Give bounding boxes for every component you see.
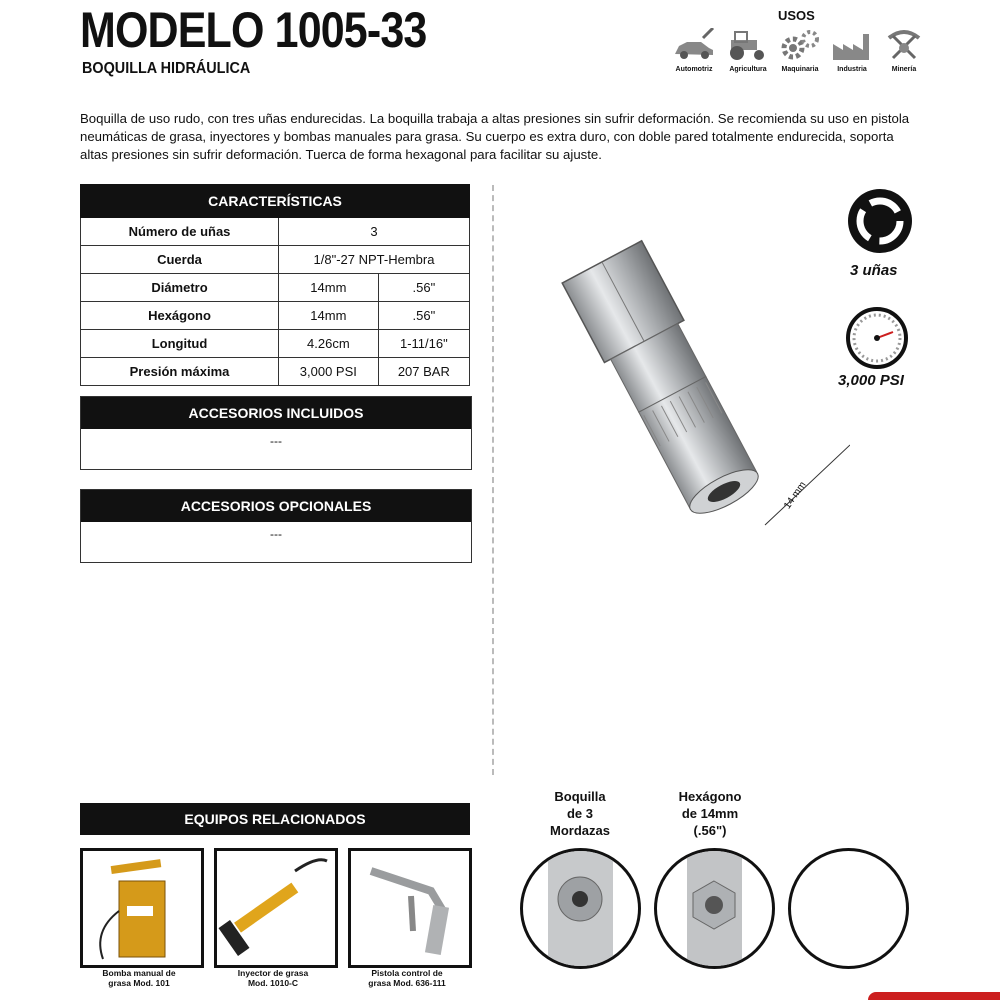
spec-value: 1/8"-27 NPT-Hembra bbox=[279, 246, 470, 274]
car-icon bbox=[671, 28, 717, 62]
uso-label: Automotriz bbox=[675, 66, 713, 73]
spec-metric: 14mm bbox=[279, 302, 379, 330]
related-equipment-title: EQUIPOS RELACIONADOS bbox=[80, 803, 470, 835]
box-value: --- bbox=[270, 434, 282, 448]
related-item-pump[interactable] bbox=[80, 848, 204, 968]
page-subtitle: BOQUILLA HIDRÁULICA bbox=[82, 60, 251, 77]
product-description: Boquilla de uso rudo, con tres uñas endurecidas. La boquilla trabaja a altas presiones sin sufrir deformación. Se recomienda su uso en pistola neumáticas de grasa, inyectores y bombas manuales para grasa. Su cuerpo es extra duro, con doble pared totalmente endurecida, soporta altas presiones sin sufrir deformación. Tuerca de forma hexagonal para facilitar su ajuste. bbox=[80, 111, 910, 162]
grease-pump-image bbox=[83, 851, 201, 965]
three-jaws-icon bbox=[845, 186, 915, 256]
uso-industria bbox=[824, 28, 880, 73]
related-item-injector[interactable] bbox=[214, 848, 338, 968]
spec-label: Longitud bbox=[81, 330, 279, 358]
page-title: MODELO 1005-33 bbox=[80, 2, 427, 58]
control-pistol-image bbox=[351, 851, 469, 965]
factory-icon bbox=[829, 28, 875, 62]
spec-imperial: 207 BAR bbox=[378, 358, 469, 386]
related-item-pistol[interactable] bbox=[348, 848, 472, 968]
spec-imperial: 1-11/16" bbox=[378, 330, 469, 358]
uso-label: Minería bbox=[891, 66, 917, 73]
box-title: ACCESORIOS OPCIONALES bbox=[81, 490, 471, 522]
uso-label: Maquinaria bbox=[781, 66, 819, 73]
product-image bbox=[540, 225, 850, 545]
table-row bbox=[81, 358, 470, 386]
uso-label: Agricultura bbox=[729, 66, 767, 73]
hex-detail-image bbox=[654, 848, 775, 969]
table-title: CARACTERÍSTICAS bbox=[81, 185, 470, 218]
characteristics-table bbox=[80, 184, 470, 386]
table-row bbox=[81, 330, 470, 358]
jaws-detail-image bbox=[520, 848, 641, 969]
uso-maquinaria bbox=[772, 28, 828, 73]
included-accessories-box bbox=[80, 396, 472, 470]
spec-value: 3 bbox=[279, 218, 470, 246]
spec-label: Diámetro bbox=[81, 274, 279, 302]
gears-icon bbox=[777, 28, 823, 62]
pressure-label: 3,000 PSI bbox=[838, 372, 904, 389]
uso-label: Industria bbox=[837, 66, 867, 73]
uso-automotriz bbox=[666, 28, 722, 73]
related-caption: Pistola control de grasa Mod. 636-111 bbox=[368, 968, 446, 988]
spec-label: Número de uñas bbox=[81, 218, 279, 246]
spec-label: Cuerda bbox=[81, 246, 279, 274]
dimension-label: 14 mm bbox=[782, 479, 809, 512]
three-jaws-label: 3 uñas bbox=[850, 262, 898, 279]
spec-label: Hexágono bbox=[81, 302, 279, 330]
jaws-detail-label: Boquilla de 3 Mordazas bbox=[550, 789, 610, 838]
related-caption: Inyector de grasa Mod. 1010-C bbox=[237, 968, 309, 988]
mining-icon bbox=[881, 28, 927, 62]
hex-detail-label: Hexágono de 14mm (.56") bbox=[678, 789, 742, 838]
table-row bbox=[81, 246, 470, 274]
related-caption: Bomba manual de grasa Mod. 101 bbox=[102, 968, 176, 988]
spec-metric: 14mm bbox=[279, 274, 379, 302]
spec-imperial: .56" bbox=[378, 274, 469, 302]
empty-detail-circle bbox=[788, 848, 909, 969]
gauge-icon bbox=[845, 306, 909, 370]
optional-accessories-box bbox=[80, 489, 472, 563]
spec-label: Presión máxima bbox=[81, 358, 279, 386]
spec-imperial: .56" bbox=[378, 302, 469, 330]
table-row bbox=[81, 302, 470, 330]
box-value: --- bbox=[270, 527, 282, 541]
table-row bbox=[81, 218, 470, 246]
accent-bar bbox=[868, 992, 1000, 1000]
grease-gun-image bbox=[217, 851, 335, 965]
tractor-icon bbox=[725, 28, 771, 62]
usos-title: USOS bbox=[778, 8, 815, 23]
box-title: ACCESORIOS INCLUIDOS bbox=[81, 397, 471, 429]
column-divider bbox=[492, 185, 494, 775]
uso-mineria bbox=[876, 28, 932, 73]
uso-agricultura bbox=[720, 28, 776, 73]
spec-metric: 3,000 PSI bbox=[279, 358, 379, 386]
table-row bbox=[81, 274, 470, 302]
spec-metric: 4.26cm bbox=[279, 330, 379, 358]
